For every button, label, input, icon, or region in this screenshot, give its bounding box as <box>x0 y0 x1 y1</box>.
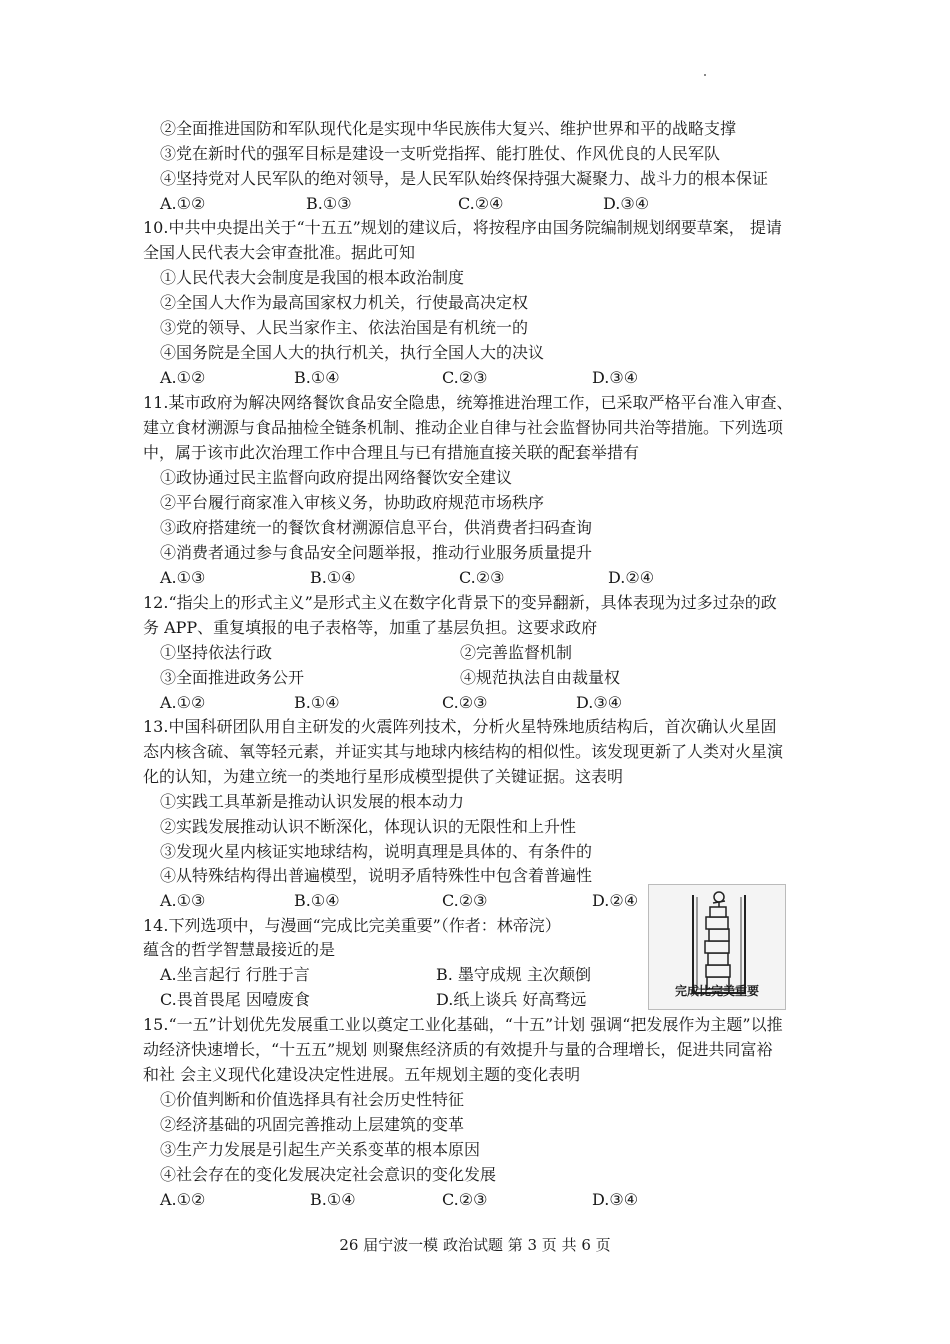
q10-stem-line-1: 10.中共中央提出关于“十五五”规划的建议后，将按程序由国务院编制规划纲要草案， 提请 <box>143 218 782 237</box>
q15-option-d[interactable]: D.③④ <box>592 1190 639 1209</box>
q13-option-b[interactable]: B.①④ <box>294 891 340 910</box>
q15-stem-line-1: 15.“一五”计划优先发展重工业以奠定工业化基础，“十五”计划 强调“把发展作为主题”以推 <box>143 1015 783 1034</box>
q12-stem-line-1: 12.“指尖上的形式主义”是形式主义在数字化背景下的变异翻新，具体表现为过多过杂的政 <box>143 593 777 612</box>
q14-stem-line-1: 14.下列选项中，与漫画“完成比完美重要”（作者：林帝浣） <box>143 916 561 935</box>
q11-stem-line-1: 11.某市政府为解决网络餐饮食品安全隐患，统筹推进治理工作，已采取严格平台准入审查、 <box>143 393 793 412</box>
q12-option-d[interactable]: D.③④ <box>576 693 623 712</box>
q14-option-c[interactable]: C.畏首畏尾 因噎废食 <box>160 990 310 1009</box>
q11-stem-line-3: 中，属于该市此次治理工作中合理且与已有措施直接关联的配套举措有 <box>143 443 640 462</box>
q11-stem-line-2: 建立食材溯源与食品抽检全链条机制、推动企业自律与社会监督协同共治等措施。下列选项 <box>143 418 784 437</box>
q10-statement-2: ②全国人大作为最高国家权力机关，行使最高决定权 <box>160 293 529 312</box>
q11-statement-2: ②平台履行商家准入审核义务，协助政府规范市场秩序 <box>160 493 545 512</box>
q14-stem-line-2: 蕴含的哲学智慧最接近的是 <box>143 940 336 959</box>
q11-option-b[interactable]: B.①④ <box>310 568 356 587</box>
q13-statement-4: ④从特殊结构得出普遍模型，说明矛盾特殊性中包含着普遍性 <box>160 866 593 885</box>
q11-option-c[interactable]: C.②③ <box>459 568 505 587</box>
q15-option-a[interactable]: A.①② <box>160 1190 206 1209</box>
q11-statement-1: ①政协通过民主监督向政府提出网络餐饮安全建议 <box>160 468 513 487</box>
q12-statement-3: ③全面推进政务公开 <box>160 668 305 687</box>
q9-option-d[interactable]: D.③④ <box>603 194 650 213</box>
q12-stem-line-2: 务 APP、重复填报的电子表格等，加重了基层负担。这要求政府 <box>143 618 598 637</box>
q10-option-b[interactable]: B.①④ <box>294 368 340 387</box>
q9-statement-3: ③党在新时代的强军目标是建设一支听党指挥、能打胜仗、作风优良的人民军队 <box>160 144 721 163</box>
q13-option-d[interactable]: D.②④ <box>592 891 639 910</box>
q13-statement-1: ①实践工具革新是推动认识发展的根本动力 <box>160 792 465 811</box>
q10-option-d[interactable]: D.③④ <box>592 368 639 387</box>
q15-stem-line-3: 和社 会主义现代化建设决定性进展。五年规划主题的变化表明 <box>143 1065 581 1084</box>
cartoon-caption: 完成比完美重要 <box>674 984 759 998</box>
q12-statement-4: ④规范执法自由裁量权 <box>460 668 621 687</box>
q15-stem-line-2: 动经济快速增长，“十五五”规划 则聚焦经济质的有效提升与量的合理增长，促进共同富裕 <box>143 1040 773 1059</box>
q11-option-a[interactable]: A.①③ <box>160 568 206 587</box>
q15-statement-4: ④社会存在的变化发展决定社会意识的变化发展 <box>160 1165 497 1184</box>
q9-option-c[interactable]: C.②④ <box>458 194 504 213</box>
q11-statement-3: ③政府搭建统一的餐饮食材溯源信息平台，供消费者扫码查询 <box>160 518 593 537</box>
q15-option-b[interactable]: B.①④ <box>310 1190 356 1209</box>
q13-stem-line-3: 化的认知，为建立统一的类地行星形成模型提供了关键证据。这表明 <box>143 767 624 786</box>
q13-stem-line-1: 13.中国科研团队用自主研发的火震阵列技术，分析火星特殊地质结构后，首次确认火星固 <box>143 717 777 736</box>
q15-statement-2: ②经济基础的巩固完善推动上层建筑的变革 <box>160 1115 465 1134</box>
q10-statement-4: ④国务院是全国人大的执行机关，执行全国人大的决议 <box>160 343 545 362</box>
q13-statement-2: ②实践发展推动认识不断深化，体现认识的无限性和上升性 <box>160 817 577 836</box>
q9-option-a[interactable]: A.①② <box>160 194 206 213</box>
q15-statement-1: ①价值判断和价值选择具有社会历史性特征 <box>160 1090 465 1109</box>
q12-statement-2: ②完善监督机制 <box>460 643 573 662</box>
page-footer: 26 届宁波一模 政治试题 第 3 页 共 6 页 <box>339 1236 611 1254</box>
q12-option-b[interactable]: B.①④ <box>294 693 340 712</box>
q12-option-c[interactable]: C.②③ <box>442 693 488 712</box>
q15-statement-3: ③生产力发展是引起生产关系变革的根本原因 <box>160 1140 481 1159</box>
q15-option-c[interactable]: C.②③ <box>442 1190 488 1209</box>
q10-option-c[interactable]: C.②③ <box>442 368 488 387</box>
q10-statement-1: ①人民代表大会制度是我国的根本政治制度 <box>160 268 465 287</box>
q14-option-a[interactable]: A.坐言起行 行胜于言 <box>160 965 310 984</box>
q13-option-a[interactable]: A.①③ <box>160 891 206 910</box>
q10-statement-3: ③党的领导、人民当家作主、依法治国是有机统一的 <box>160 318 529 337</box>
q14-option-b[interactable]: B. 墨守成规 主次颠倒 <box>436 965 592 984</box>
q9-statement-2: ②全面推进国防和军队现代化是实现中华民族伟大复兴、维护世界和平的战略支撑 <box>160 119 737 138</box>
q13-stem-line-2: 态内核含硫、氧等轻元素，并证实其与地球内核结构的相似性。该发现更新了人类对火星演 <box>143 742 784 761</box>
q10-stem-line-2: 全国人民代表大会审查批准。据此可知 <box>143 243 416 262</box>
q14-option-d[interactable]: D.纸上谈兵 好高骛远 <box>436 990 587 1009</box>
q12-statement-1: ①坚持依法行政 <box>160 643 273 662</box>
cartoon-image <box>648 884 786 1010</box>
scan-speck <box>704 74 706 76</box>
q13-statement-3: ③发现火星内核证实地球结构，说明真理是具体的、有条件的 <box>160 842 593 861</box>
q11-statement-4: ④消费者通过参与食品安全问题举报，推动行业服务质量提升 <box>160 543 593 562</box>
q12-option-a[interactable]: A.①② <box>160 693 206 712</box>
q10-option-a[interactable]: A.①② <box>160 368 206 387</box>
q9-option-b[interactable]: B.①③ <box>306 194 352 213</box>
q9-statement-4: ④坚持党对人民军队的绝对领导，是人民军队始终保持强大凝聚力、战斗力的根本保证 <box>160 169 769 188</box>
q11-option-d[interactable]: D.②④ <box>608 568 655 587</box>
q13-option-c[interactable]: C.②③ <box>442 891 488 910</box>
